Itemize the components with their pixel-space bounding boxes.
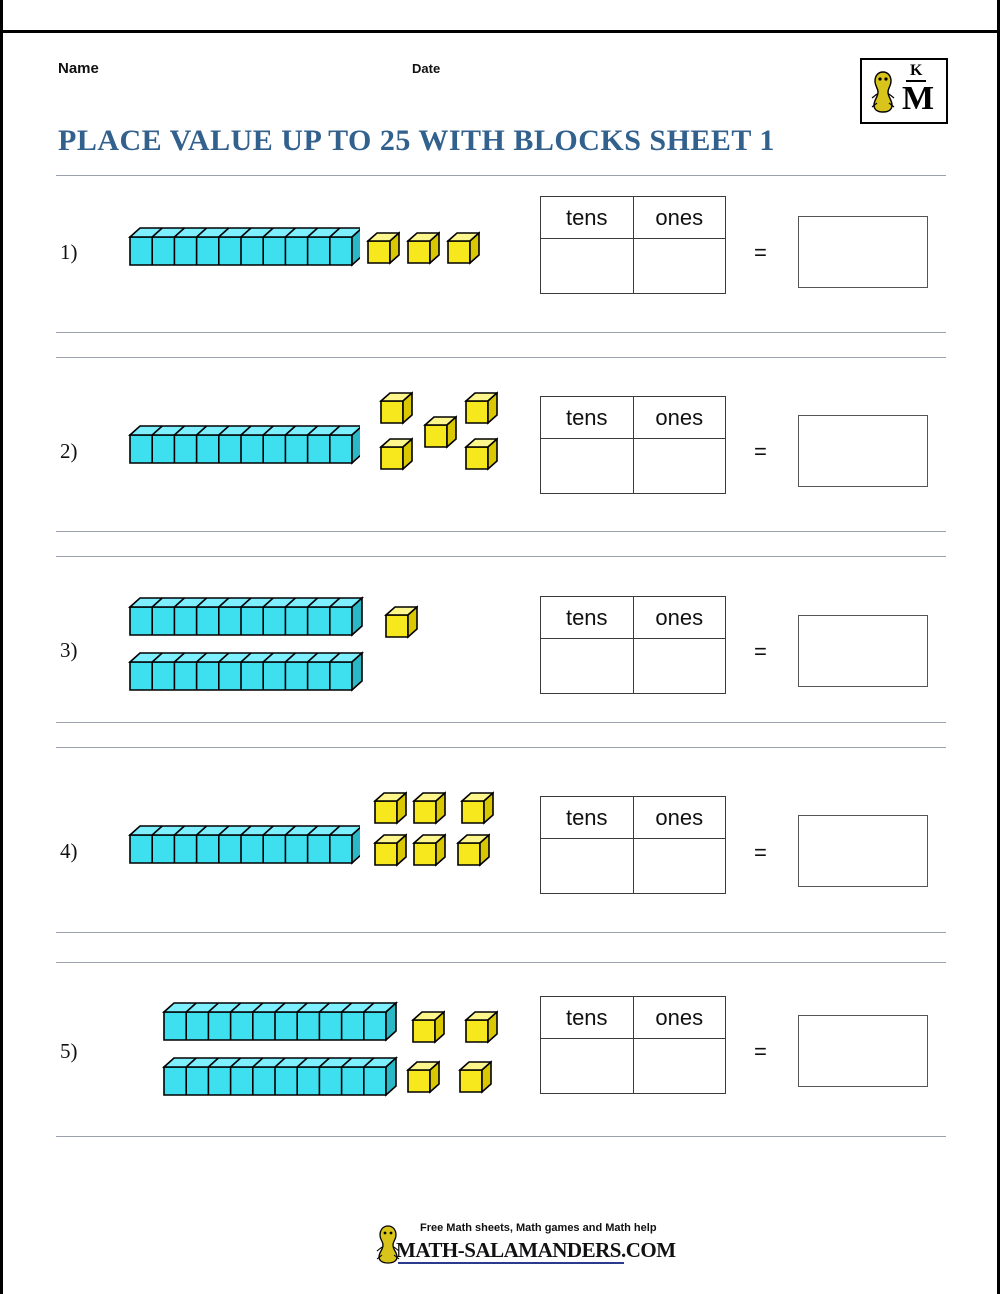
ones-cube (464, 437, 498, 475)
ones-cube (464, 1010, 498, 1048)
ones-cube (379, 391, 413, 429)
name-label: Name (58, 60, 99, 77)
tens-rod (122, 423, 360, 468)
ones-cube (456, 833, 490, 871)
page-border-top (0, 30, 1000, 33)
page-border-left (0, 0, 3, 1294)
footer-underline (398, 1262, 624, 1264)
tens-header: tens (541, 997, 634, 1038)
ones-answer-cell[interactable] (634, 639, 726, 694)
ones-cube (412, 791, 446, 829)
place-value-header (541, 197, 725, 239)
place-value-header (541, 397, 725, 439)
ones-cube (379, 437, 413, 475)
tens-rod (122, 225, 360, 270)
row-divider-4b (56, 962, 946, 963)
ones-header: ones (655, 604, 704, 630)
salamander-mascot-icon (870, 70, 896, 114)
ones-header: ones (655, 404, 704, 430)
ones-answer-cell[interactable] (634, 239, 726, 294)
row-divider-1a (56, 332, 946, 333)
tens-answer-cell[interactable] (541, 439, 634, 494)
tens-header: tens (541, 597, 634, 638)
ones-cube (373, 791, 407, 829)
ones-header: ones (655, 804, 704, 830)
ones-cube (373, 833, 407, 871)
answer-box-5[interactable] (798, 1015, 928, 1087)
tens-rod (122, 823, 360, 868)
tens-rod (122, 595, 366, 640)
ones-answer-cell[interactable] (634, 439, 726, 494)
equals-sign-2: = (754, 439, 767, 464)
question-number-2: 2) (60, 439, 78, 463)
place-value-body (541, 639, 725, 694)
footer-url[interactable]: MATH-SALAMANDERS.COM (396, 1238, 676, 1262)
ones-answer-cell[interactable] (634, 1039, 726, 1094)
ones-cube (406, 1060, 440, 1098)
answer-box-1[interactable] (798, 216, 928, 288)
question-number-5: 5) (60, 1039, 78, 1063)
equals-sign-4: = (754, 840, 767, 865)
ones-cube (446, 231, 480, 269)
ones-cube (366, 231, 400, 269)
answer-box-4[interactable] (798, 815, 928, 887)
place-value-body (541, 239, 725, 294)
page-title: PLACE VALUE UP TO 25 WITH BLOCKS SHEET 1 (58, 124, 775, 157)
ones-header: ones (655, 204, 704, 230)
ones-cube (464, 391, 498, 429)
row-divider-2b (56, 556, 946, 557)
row-divider-3b (56, 747, 946, 748)
tens-rod (156, 1055, 400, 1100)
ones-cube (423, 415, 457, 453)
ones-answer-cell[interactable] (634, 839, 726, 894)
date-label: Date (412, 61, 441, 76)
ones-cube (406, 231, 440, 269)
row-divider-3a (56, 722, 946, 723)
question-number-1: 1) (60, 240, 78, 264)
place-value-header (541, 997, 725, 1039)
ones-cube (384, 605, 418, 643)
place-value-body (541, 1039, 725, 1094)
place-value-table-1 (540, 196, 726, 294)
place-value-body (541, 439, 725, 494)
tens-answer-cell[interactable] (541, 639, 634, 694)
logo-letter-m: M (902, 80, 935, 117)
question-number-4: 4) (60, 839, 78, 863)
answer-box-3[interactable] (798, 615, 928, 687)
equals-sign-3: = (754, 639, 767, 664)
ones-header: ones (655, 1004, 704, 1030)
tens-rod (122, 650, 366, 695)
tens-header: tens (541, 797, 634, 838)
tens-header: tens (541, 397, 634, 438)
ones-cube (460, 791, 494, 829)
title-divider (56, 175, 946, 176)
answer-box-2[interactable] (798, 415, 928, 487)
ones-cube (412, 833, 446, 871)
row-divider-1b (56, 357, 946, 358)
footer-tagline: Free Math sheets, Math games and Math help (420, 1222, 657, 1234)
question-number-3: 3) (60, 638, 78, 662)
logo (860, 58, 948, 124)
place-value-table-5 (540, 996, 726, 1094)
place-value-header (541, 797, 725, 839)
tens-answer-cell[interactable] (541, 839, 634, 894)
place-value-table-3 (540, 596, 726, 694)
ones-cube (411, 1010, 445, 1048)
tens-rod (156, 1000, 400, 1045)
row-divider-5 (56, 1136, 946, 1137)
tens-answer-cell[interactable] (541, 239, 634, 294)
equals-sign-5: = (754, 1039, 767, 1064)
row-divider-2a (56, 531, 946, 532)
ones-cube (458, 1060, 492, 1098)
place-value-header (541, 597, 725, 639)
logo-letter-k: K (906, 63, 926, 82)
equals-sign-1: = (754, 240, 767, 265)
tens-header: tens (541, 197, 634, 238)
place-value-table-2 (540, 396, 726, 494)
place-value-body (541, 839, 725, 894)
tens-answer-cell[interactable] (541, 1039, 634, 1094)
row-divider-4a (56, 932, 946, 933)
place-value-table-4 (540, 796, 726, 894)
